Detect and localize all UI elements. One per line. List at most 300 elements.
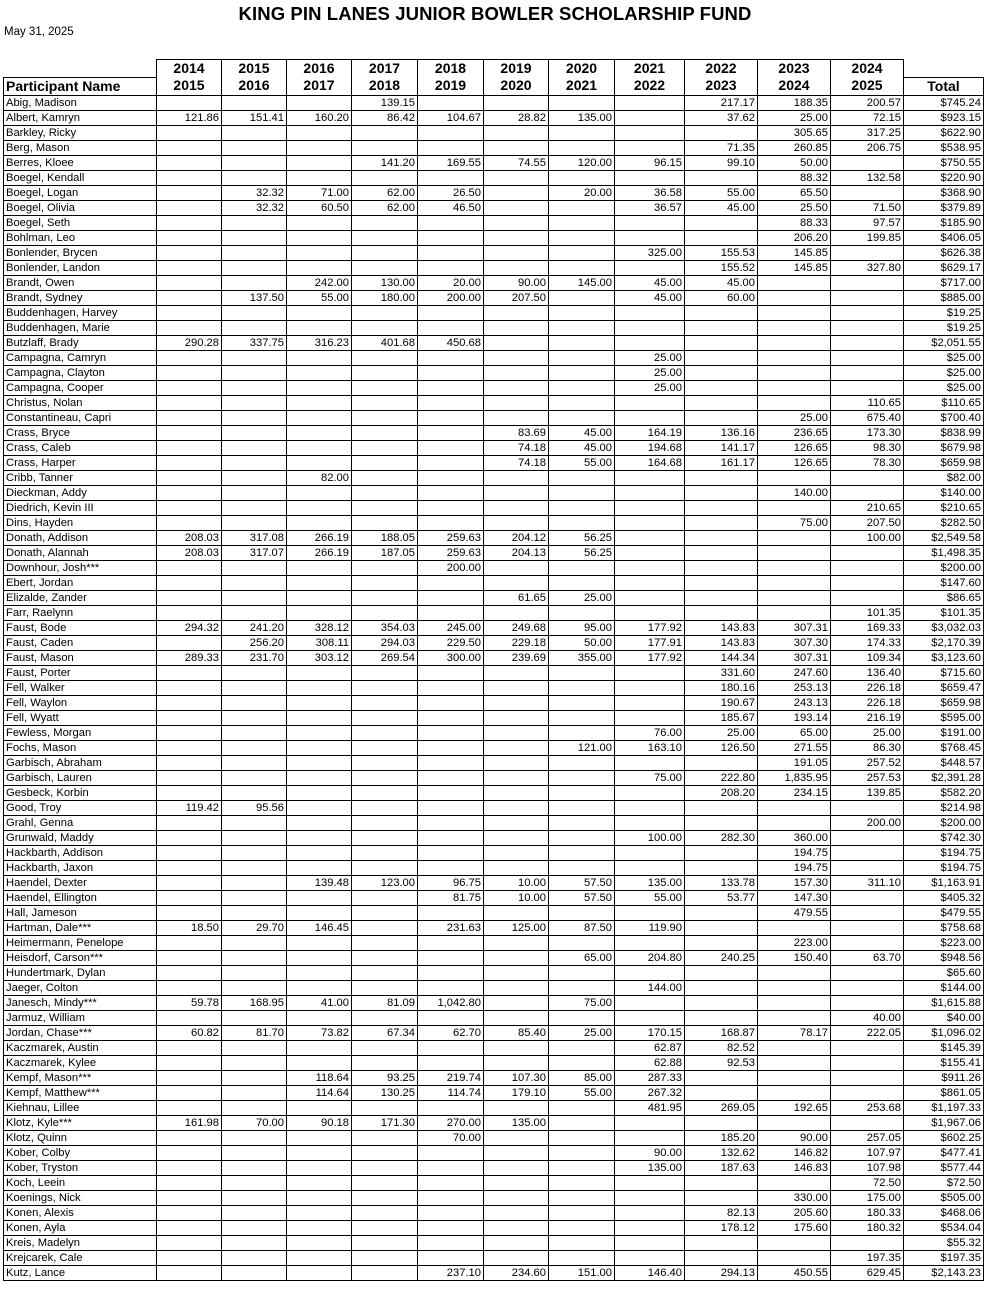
participant-name-cell: Klotz, Kyle*** (4, 1115, 157, 1130)
season-amount-cell: 110.65 (831, 395, 904, 410)
season-amount-cell (615, 215, 685, 230)
season-amount-cell: 290.28 (157, 335, 222, 350)
season-amount-cell (157, 290, 222, 305)
season-amount-cell (222, 710, 287, 725)
season-amount-cell (352, 740, 418, 755)
season-amount-cell (222, 140, 287, 155)
season-amount-cell (352, 365, 418, 380)
season-amount-cell: 73.82 (287, 1025, 352, 1040)
season-amount-cell: 72.15 (831, 110, 904, 125)
season-amount-cell: 188.35 (758, 95, 831, 110)
season-amount-cell (157, 830, 222, 845)
season-amount-cell: 300.00 (418, 650, 484, 665)
season-amount-cell (685, 530, 758, 545)
season-amount-cell (418, 605, 484, 620)
participant-name-cell: Ebert, Jordan (4, 575, 157, 590)
season-amount-cell (615, 905, 685, 920)
season-amount-cell: 200.00 (418, 290, 484, 305)
season-amount-cell (484, 770, 549, 785)
participant-name-cell: Janesch, Mindy*** (4, 995, 157, 1010)
table-row (4, 125, 984, 140)
season-amount-cell (352, 860, 418, 875)
season-amount-cell (549, 290, 615, 305)
season-amount-cell (758, 380, 831, 395)
season-amount-cell (615, 785, 685, 800)
season-amount-cell: 245.00 (418, 620, 484, 635)
season-amount-cell (222, 1220, 287, 1235)
season-amount-cell (352, 1235, 418, 1250)
participant-name-cell: Good, Troy (4, 800, 157, 815)
season-amount-cell (287, 815, 352, 830)
season-start-header: 2015 (222, 60, 287, 78)
season-amount-cell (287, 1100, 352, 1115)
season-amount-cell: 71.50 (831, 200, 904, 215)
table-row (4, 860, 984, 875)
season-amount-cell (758, 605, 831, 620)
season-amount-cell (758, 1175, 831, 1190)
season-amount-cell: 99.10 (685, 155, 758, 170)
season-amount-cell: 187.63 (685, 1160, 758, 1175)
season-amount-cell (484, 1205, 549, 1220)
total-cell: $923.15 (904, 110, 984, 125)
season-amount-cell (685, 1190, 758, 1205)
season-amount-cell: 100.00 (831, 530, 904, 545)
season-amount-cell: 178.12 (685, 1220, 758, 1235)
season-amount-cell: 72.50 (831, 1175, 904, 1190)
season-amount-cell: 145.85 (758, 245, 831, 260)
season-amount-cell (287, 380, 352, 395)
season-amount-cell (484, 1175, 549, 1190)
season-amount-cell: 50.00 (758, 155, 831, 170)
season-amount-cell (418, 425, 484, 440)
season-amount-cell (352, 710, 418, 725)
table-row (4, 1055, 984, 1070)
season-amount-cell (222, 95, 287, 110)
season-amount-cell: 81.75 (418, 890, 484, 905)
season-amount-cell (758, 560, 831, 575)
season-amount-cell: 87.50 (549, 920, 615, 935)
season-amount-cell: 137.50 (222, 290, 287, 305)
season-amount-cell: 1,042.80 (418, 995, 484, 1010)
season-amount-cell: 71.00 (287, 185, 352, 200)
season-amount-cell (418, 1175, 484, 1190)
season-amount-cell (222, 1175, 287, 1190)
season-amount-cell: 257.05 (831, 1130, 904, 1145)
season-amount-cell: 208.03 (157, 530, 222, 545)
total-cell: $368.90 (904, 185, 984, 200)
season-amount-cell (549, 1160, 615, 1175)
season-amount-cell (157, 1130, 222, 1145)
season-amount-cell (157, 965, 222, 980)
season-amount-cell: 210.65 (831, 500, 904, 515)
season-amount-cell: 481.95 (615, 1100, 685, 1115)
season-amount-cell (685, 380, 758, 395)
season-amount-cell: 135.00 (615, 1160, 685, 1175)
table-row (4, 1145, 984, 1160)
season-amount-cell (484, 860, 549, 875)
season-amount-cell (222, 470, 287, 485)
season-amount-cell (831, 920, 904, 935)
season-amount-cell: 41.00 (287, 995, 352, 1010)
season-amount-cell (222, 605, 287, 620)
season-amount-cell: 29.70 (222, 920, 287, 935)
season-amount-cell: 139.85 (831, 785, 904, 800)
table-row (4, 1070, 984, 1085)
season-amount-cell (484, 215, 549, 230)
season-amount-cell: 317.08 (222, 530, 287, 545)
season-amount-cell: 32.32 (222, 185, 287, 200)
season-amount-cell (831, 800, 904, 815)
season-amount-cell (685, 515, 758, 530)
season-amount-cell (222, 230, 287, 245)
season-amount-cell: 205.60 (758, 1205, 831, 1220)
season-amount-cell (222, 320, 287, 335)
season-end-header: 2021 (549, 77, 615, 95)
table-row (4, 935, 984, 950)
season-amount-cell (287, 260, 352, 275)
season-amount-cell: 10.00 (484, 875, 549, 890)
season-amount-cell: 307.30 (758, 635, 831, 650)
season-amount-cell (484, 95, 549, 110)
season-amount-cell (418, 125, 484, 140)
season-amount-cell (157, 860, 222, 875)
season-amount-cell: 93.25 (352, 1070, 418, 1085)
season-amount-cell (352, 560, 418, 575)
season-amount-cell (352, 830, 418, 845)
season-amount-cell (831, 590, 904, 605)
season-amount-cell (222, 380, 287, 395)
season-amount-cell: 168.95 (222, 995, 287, 1010)
season-amount-cell (484, 1235, 549, 1250)
table-row (4, 335, 984, 350)
season-amount-cell (157, 215, 222, 230)
season-amount-cell (418, 1160, 484, 1175)
season-amount-cell (685, 575, 758, 590)
season-amount-cell (484, 800, 549, 815)
season-amount-cell (758, 275, 831, 290)
season-amount-cell (222, 1085, 287, 1100)
season-amount-cell (287, 1175, 352, 1190)
season-amount-cell (685, 320, 758, 335)
season-amount-cell: 62.00 (352, 185, 418, 200)
season-amount-cell (615, 800, 685, 815)
season-amount-cell (287, 95, 352, 110)
season-amount-cell (831, 965, 904, 980)
season-amount-cell (352, 1160, 418, 1175)
participant-name-cell: Hackbarth, Addison (4, 845, 157, 860)
season-amount-cell (484, 935, 549, 950)
season-amount-cell (157, 1250, 222, 1265)
season-amount-cell (418, 1190, 484, 1205)
season-amount-cell (222, 755, 287, 770)
season-amount-cell (418, 1205, 484, 1220)
total-cell: $1,498.35 (904, 545, 984, 560)
season-amount-cell: 226.18 (831, 680, 904, 695)
table-row (4, 995, 984, 1010)
season-amount-cell (157, 695, 222, 710)
season-amount-cell: 150.40 (758, 950, 831, 965)
season-amount-cell: 59.78 (157, 995, 222, 1010)
season-amount-cell (418, 1220, 484, 1235)
season-amount-cell: 169.33 (831, 620, 904, 635)
season-amount-cell (758, 305, 831, 320)
season-amount-cell (831, 980, 904, 995)
season-amount-cell (157, 395, 222, 410)
season-amount-cell (222, 1160, 287, 1175)
season-amount-cell (222, 425, 287, 440)
season-amount-cell (758, 1055, 831, 1070)
table-row (4, 755, 984, 770)
season-amount-cell (758, 980, 831, 995)
season-amount-cell: 118.64 (287, 1070, 352, 1085)
season-amount-cell (549, 1145, 615, 1160)
season-amount-cell (352, 1220, 418, 1235)
season-amount-cell (222, 1100, 287, 1115)
season-amount-cell (484, 710, 549, 725)
total-cell: $19.25 (904, 320, 984, 335)
season-end-header: 2018 (352, 77, 418, 95)
season-amount-cell (352, 455, 418, 470)
season-amount-cell: 119.42 (157, 800, 222, 815)
season-amount-cell (685, 860, 758, 875)
total-cell: $220.90 (904, 170, 984, 185)
season-amount-cell (549, 965, 615, 980)
season-amount-cell: 81.70 (222, 1025, 287, 1040)
season-amount-cell (615, 575, 685, 590)
season-amount-cell (157, 1055, 222, 1070)
season-amount-cell: 177.92 (615, 650, 685, 665)
participant-name-cell: Campagna, Cooper (4, 380, 157, 395)
season-amount-cell: 193.14 (758, 710, 831, 725)
season-amount-cell (831, 1055, 904, 1070)
season-amount-cell (685, 965, 758, 980)
season-amount-cell: 135.00 (484, 1115, 549, 1130)
season-amount-cell (287, 695, 352, 710)
season-amount-cell (484, 230, 549, 245)
season-amount-cell (157, 230, 222, 245)
table-row (4, 1085, 984, 1100)
total-cell: $1,163.91 (904, 875, 984, 890)
season-amount-cell: 180.16 (685, 680, 758, 695)
season-amount-cell (484, 260, 549, 275)
season-amount-cell (615, 1010, 685, 1025)
season-amount-cell: 157.30 (758, 875, 831, 890)
season-amount-cell: 330.00 (758, 1190, 831, 1205)
season-amount-cell (615, 230, 685, 245)
season-amount-cell (287, 1040, 352, 1055)
season-amount-cell: 85.00 (549, 1070, 615, 1085)
season-amount-cell (615, 815, 685, 830)
season-end-row (4, 77, 984, 95)
season-amount-cell (549, 320, 615, 335)
season-amount-cell (758, 1070, 831, 1085)
season-amount-cell (615, 500, 685, 515)
season-amount-cell (418, 680, 484, 695)
table-row (4, 470, 984, 485)
season-amount-cell (615, 1115, 685, 1130)
season-amount-cell: 85.40 (484, 1025, 549, 1040)
season-amount-cell (418, 350, 484, 365)
season-amount-cell (352, 215, 418, 230)
participant-name-cell: Haendel, Dexter (4, 875, 157, 890)
season-amount-cell: 120.00 (549, 155, 615, 170)
season-amount-cell: 177.91 (615, 635, 685, 650)
season-amount-cell (549, 815, 615, 830)
participant-name-cell: Kaczmarek, Kylee (4, 1055, 157, 1070)
season-amount-cell (352, 605, 418, 620)
season-amount-cell (287, 515, 352, 530)
season-start-header: 2020 (549, 60, 615, 78)
season-amount-cell (615, 125, 685, 140)
season-amount-cell (222, 575, 287, 590)
season-amount-cell: 98.30 (831, 440, 904, 455)
season-amount-cell (222, 725, 287, 740)
table-row (4, 785, 984, 800)
total-cell: $838.99 (904, 425, 984, 440)
season-amount-cell: 55.00 (549, 455, 615, 470)
season-amount-cell (549, 770, 615, 785)
season-amount-cell: 70.00 (222, 1115, 287, 1130)
season-amount-cell (484, 755, 549, 770)
table-row (4, 665, 984, 680)
total-cell: $65.60 (904, 965, 984, 980)
season-amount-cell (157, 710, 222, 725)
total-cell: $155.41 (904, 1055, 984, 1070)
total-cell: $197.35 (904, 1250, 984, 1265)
season-amount-cell (831, 320, 904, 335)
season-amount-cell (222, 590, 287, 605)
season-amount-cell (615, 260, 685, 275)
season-amount-cell: 192.65 (758, 1100, 831, 1115)
season-amount-cell: 86.30 (831, 740, 904, 755)
total-cell: $2,391.28 (904, 770, 984, 785)
season-amount-cell: 125.00 (484, 920, 549, 935)
season-amount-cell: 96.75 (418, 875, 484, 890)
season-amount-cell (758, 1235, 831, 1250)
season-amount-cell (615, 395, 685, 410)
season-amount-cell (352, 800, 418, 815)
season-amount-cell: 139.48 (287, 875, 352, 890)
season-amount-cell (831, 995, 904, 1010)
season-amount-cell (831, 1070, 904, 1085)
table-row (4, 230, 984, 245)
season-amount-cell (418, 380, 484, 395)
season-amount-cell (615, 560, 685, 575)
season-amount-cell (549, 935, 615, 950)
table-row (4, 980, 984, 995)
season-amount-cell: 144.00 (615, 980, 685, 995)
season-amount-cell (484, 950, 549, 965)
season-amount-cell (615, 755, 685, 770)
season-amount-cell: 74.18 (484, 440, 549, 455)
season-amount-cell (352, 305, 418, 320)
season-amount-cell (418, 785, 484, 800)
season-amount-cell: 253.13 (758, 680, 831, 695)
total-header: Total (904, 77, 984, 95)
season-amount-cell: 231.70 (222, 650, 287, 665)
season-amount-cell: 121.86 (157, 110, 222, 125)
season-amount-cell (549, 905, 615, 920)
season-amount-cell (222, 500, 287, 515)
season-start-header: 2018 (418, 60, 484, 78)
season-amount-cell (352, 440, 418, 455)
season-amount-cell (685, 1085, 758, 1100)
participant-name-cell: Bonlender, Landon (4, 260, 157, 275)
season-end-header: 2019 (418, 77, 484, 95)
season-amount-cell: 160.20 (287, 110, 352, 125)
season-amount-cell: 71.35 (685, 140, 758, 155)
season-amount-cell (831, 575, 904, 590)
season-amount-cell: 169.55 (418, 155, 484, 170)
season-amount-cell: 92.53 (685, 1055, 758, 1070)
season-amount-cell: 185.20 (685, 1130, 758, 1145)
season-amount-cell (287, 770, 352, 785)
season-amount-cell (484, 365, 549, 380)
season-amount-cell: 75.00 (549, 995, 615, 1010)
participant-name-cell: Brandt, Sydney (4, 290, 157, 305)
season-amount-cell: 269.05 (685, 1100, 758, 1115)
season-amount-cell: 45.00 (615, 275, 685, 290)
participant-name-cell: Fell, Walker (4, 680, 157, 695)
season-amount-cell (615, 320, 685, 335)
season-amount-cell: 74.18 (484, 455, 549, 470)
total-cell: $715.60 (904, 665, 984, 680)
season-amount-cell (758, 530, 831, 545)
participant-name-cell: Faust, Caden (4, 635, 157, 650)
season-amount-cell (222, 560, 287, 575)
season-amount-cell (549, 380, 615, 395)
season-amount-cell (615, 860, 685, 875)
season-amount-cell (484, 575, 549, 590)
season-amount-cell: 256.20 (222, 635, 287, 650)
season-amount-cell (418, 470, 484, 485)
season-amount-cell: 55.00 (287, 290, 352, 305)
season-amount-cell (831, 545, 904, 560)
season-amount-cell (352, 170, 418, 185)
season-amount-cell: 208.03 (157, 545, 222, 560)
table-row (4, 815, 984, 830)
season-amount-cell (222, 815, 287, 830)
season-amount-cell: 96.15 (615, 155, 685, 170)
season-amount-cell (549, 605, 615, 620)
season-amount-cell (287, 935, 352, 950)
total-cell: $1,096.02 (904, 1025, 984, 1040)
season-amount-cell (549, 1190, 615, 1205)
season-start-header: 2021 (615, 60, 685, 78)
season-amount-cell: 61.65 (484, 590, 549, 605)
participant-name-cell: Fell, Waylon (4, 695, 157, 710)
season-amount-cell: 45.00 (685, 275, 758, 290)
season-amount-cell: 114.74 (418, 1085, 484, 1100)
season-amount-cell (157, 950, 222, 965)
season-amount-cell: 257.53 (831, 770, 904, 785)
season-amount-cell (157, 95, 222, 110)
season-amount-cell (549, 680, 615, 695)
season-amount-cell (549, 140, 615, 155)
season-amount-cell (418, 395, 484, 410)
season-start-header: 2024 (831, 60, 904, 78)
season-amount-cell (287, 500, 352, 515)
season-amount-cell: 307.31 (758, 620, 831, 635)
season-amount-cell: 60.50 (287, 200, 352, 215)
season-start-header: 2022 (685, 60, 758, 78)
season-amount-cell (157, 245, 222, 260)
season-amount-cell: 197.35 (831, 1250, 904, 1265)
table-row (4, 395, 984, 410)
season-amount-cell: 241.20 (222, 620, 287, 635)
season-amount-cell (549, 800, 615, 815)
table-row (4, 245, 984, 260)
